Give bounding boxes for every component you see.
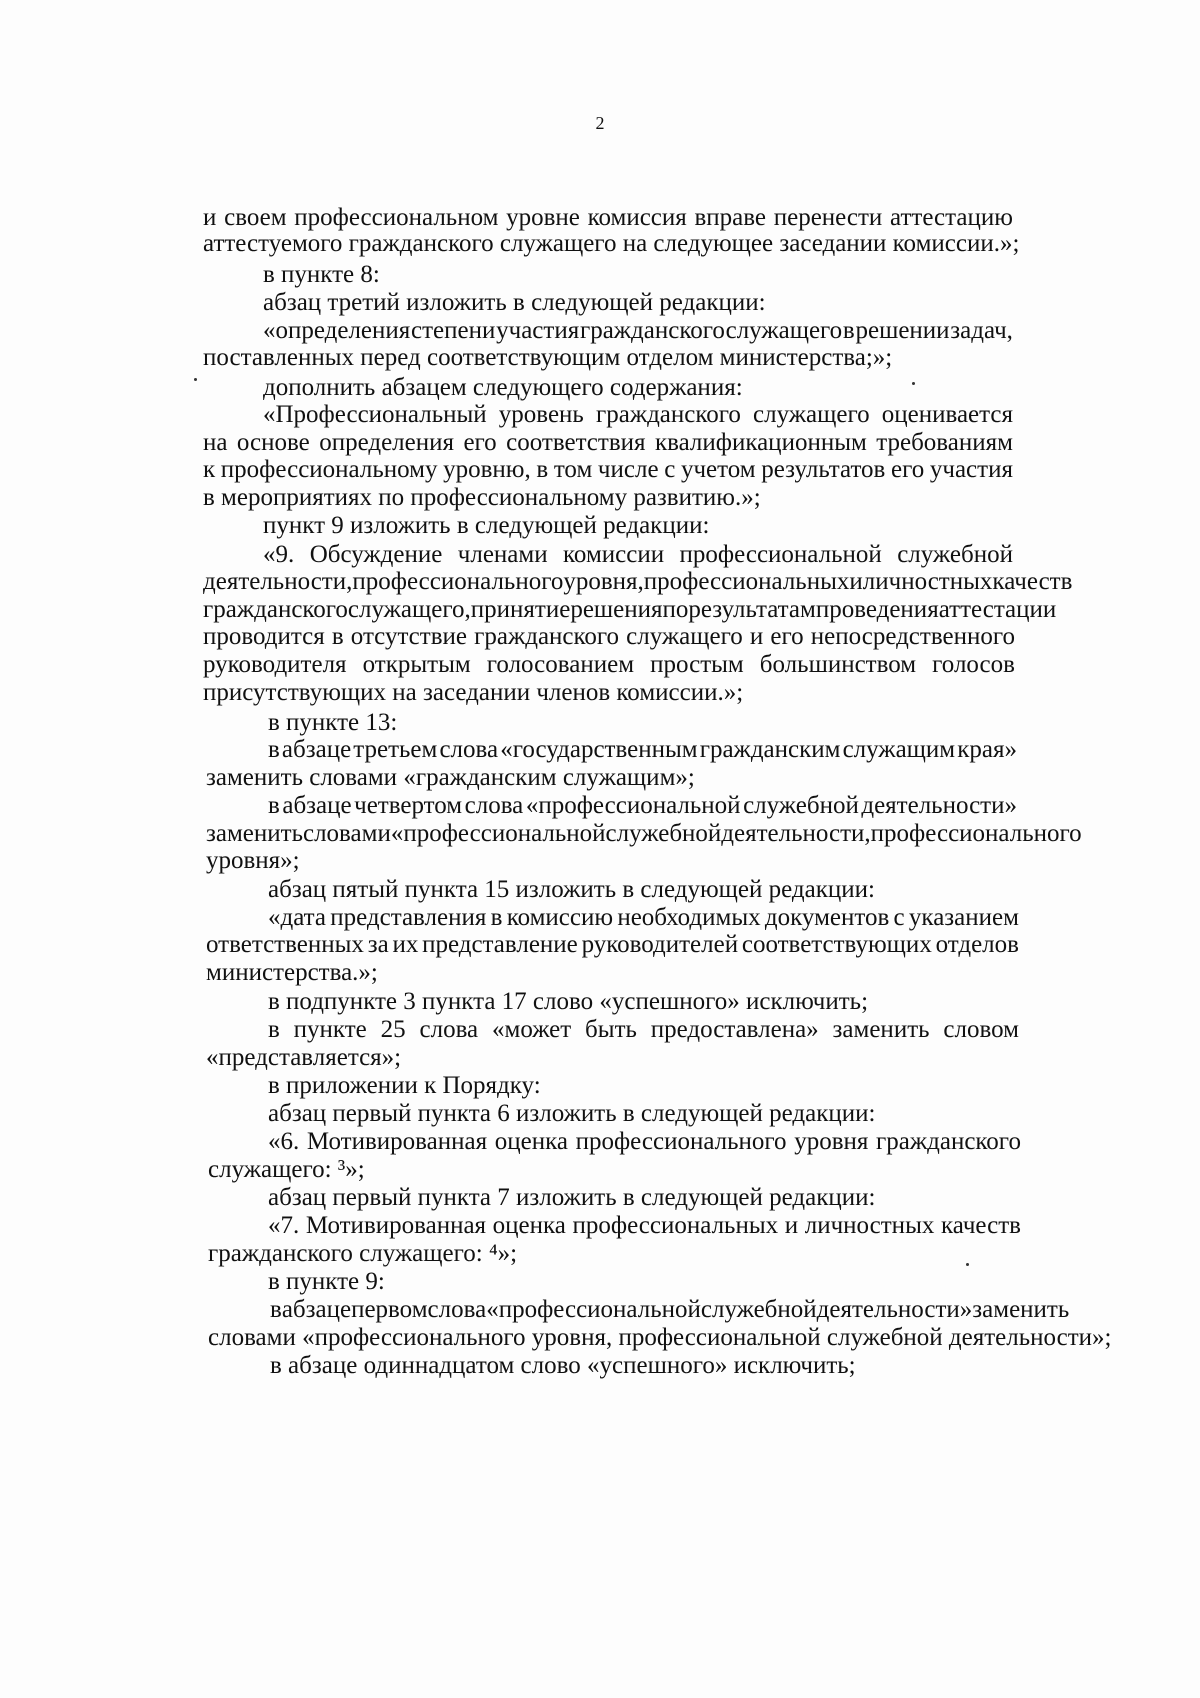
text-line: к профессиональному уровню, в том числе с учетом результатов его участия xyxy=(203,456,1013,483)
text-line: уровня»; xyxy=(206,847,300,874)
text-line: в абзаце одиннадцатом слово «успешного» исключить; xyxy=(270,1352,856,1379)
text-line: деятельности, профессионального уровня, профессиональных и личностных качеств xyxy=(203,568,1073,595)
text-line: абзац пятый пункта 15 изложить в следующей редакции: xyxy=(268,876,875,903)
text-line: в пункте 25 слова «может быть предоставлена» заменить словом xyxy=(268,1016,1019,1043)
text-line: в пункте 13: xyxy=(268,709,398,736)
text-line: поставленных перед соответствующим отделом министерства;»; xyxy=(203,344,893,371)
text-line: в абзаце третьем слова «государственным гражданским служащим края» xyxy=(268,736,1017,763)
scan-speck xyxy=(966,1263,969,1266)
text-line: в пункте 8: xyxy=(263,261,380,288)
text-line: «дата представления в комиссию необходимых документов с указанием xyxy=(268,904,1019,931)
text-line: в подпункте 3 пункта 17 слово «успешного» исключить; xyxy=(268,988,869,1015)
text-line: в пункте 9: xyxy=(268,1268,385,1295)
text-line: на основе определения его соответствия квалификационным требованиям xyxy=(203,429,1013,456)
text-line: проводится в отсутствие гражданского служащего и его непосредственного xyxy=(203,623,1015,650)
text-line: и своем профессиональном уровне комиссия вправе перенести аттестацию xyxy=(203,204,1013,231)
text-line: в абзаце четвертом слова «профессиональной служебной деятельности» xyxy=(268,792,1017,819)
text-line: служащего: ³»; xyxy=(208,1156,365,1183)
text-line: словами «профессионального уровня, профессиональной служебной деятельности»; xyxy=(208,1324,1112,1351)
text-line: пункт 9 изложить в следующей редакции: xyxy=(263,512,710,539)
text-line: гражданского служащего, принятие решения по результатам проведения аттестации xyxy=(203,596,1057,623)
text-line: ответственных за их представление руководителей соответствующих отделов xyxy=(206,931,1019,958)
text-line: «представляется»; xyxy=(206,1044,402,1071)
text-line: аттестуемого гражданского служащего на следующее заседании комиссии.»; xyxy=(203,230,1020,257)
text-line: в абзаце первом слова «профессиональной служебной деятельности» заменить xyxy=(270,1296,1070,1323)
text-line: заменить словами «профессиональной служебной деятельности, профессионального xyxy=(206,820,1082,847)
text-line: «7. Мотивированная оценка профессиональных и личностных качеств xyxy=(268,1212,1021,1239)
text-line: присутствующих на заседании членов комиссии.»; xyxy=(203,679,744,706)
text-line: «Профессиональный уровень гражданского служащего оценивается xyxy=(263,401,1013,428)
text-line: министерства.»; xyxy=(206,959,378,986)
text-line: абзац третий изложить в следующей редакции: xyxy=(263,289,766,316)
text-line: заменить словами «гражданским служащим»; xyxy=(206,764,695,791)
document-body xyxy=(0,203,1200,1483)
text-line: в приложении к Порядку: xyxy=(268,1072,541,1099)
text-line: руководителя открытым голосованием простым большинством голосов xyxy=(203,651,1015,678)
text-line: «9. Обсуждение членами комиссии профессиональной служебной xyxy=(263,541,1013,568)
text-line: абзац первый пункта 6 изложить в следующей редакции: xyxy=(268,1100,876,1127)
text-line: гражданского служащего: ⁴»; xyxy=(208,1240,518,1267)
text-line: «определения степени участия гражданского служащего в решении задач, xyxy=(263,317,1013,344)
text-line: абзац первый пункта 7 изложить в следующей редакции: xyxy=(268,1184,876,1211)
scan-speck xyxy=(912,382,915,385)
text-line: в мероприятиях по профессиональному развитию.»; xyxy=(203,484,761,511)
text-line: дополнить абзацем следующего содержания: xyxy=(263,374,743,401)
scan-speck xyxy=(194,378,197,381)
text-line: «6. Мотивированная оценка профессионального уровня гражданского xyxy=(268,1128,1021,1155)
page-number: 2 xyxy=(595,113,605,133)
